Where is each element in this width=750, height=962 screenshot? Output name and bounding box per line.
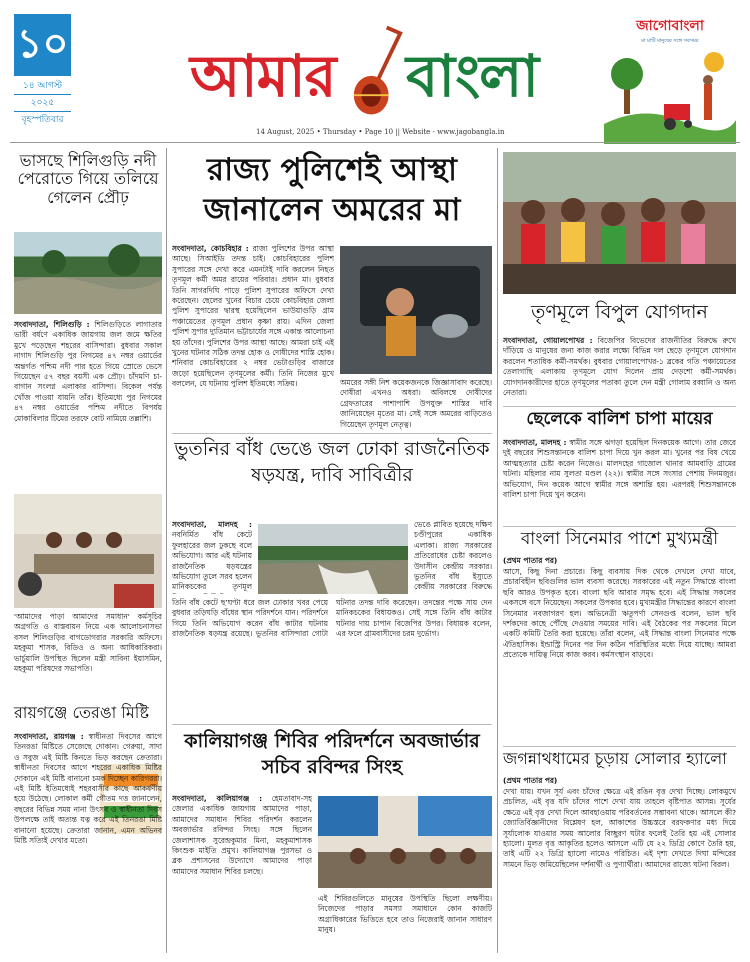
brand-block	[604, 14, 736, 144]
issue-date: ১৪ আগস্ট	[14, 78, 71, 95]
title-left: আমার	[190, 42, 336, 110]
center3-text: হেমতাবাদ-সহ জেলার একাধিক জায়গায় আমাদের পাড়া, আমাদের সমাধান শিবির পরিদর্শন করলেন অবজার্ভার রবিন্দর সিংহ। সঙ্গে ছিলেন জেলাশাসক সুরেন্দ্রকুমার মিনা, মহকুমাশাসক কিংশুক মাইতি প্রমুখ। কালিয়াগঞ্জ পুরসভা ও ব্লক প্রশাসনের উদ্যোগে আমাদের পাড়া আমাদের সমাধান শিবির চলছে।	[172, 794, 312, 876]
left1-text: শিলিগুড়িতে লাগাতার ভারী বর্ষণে একাধিক জায়গায় জল জমে ক্ষতির মুখে পড়েছেন শহরের বাসিন্দারা। বুধবার সকাল নাগাদ শিলিগুড়ি পুর নিগমের ৪৭ নম্বর ওয়ার্ডের অন্তর্গত পশ্চিম নদী পার হতে গিয়ে স্রোতে ভেসে গিয়েছেন ৫৭ বছর বয়সী এক প্রৌঢ়। চাঁদমণি চা-বাগান সংলগ্ন এলাকার বাসিন্দা। বিকেল পর্যন্ত খোঁজ পাওয়া যায়নি তাঁর। ইতিমধ্যে পুর নিগমের ৪৭ নম্বর ওয়ার্ডের পশ্চিম নদীতে বিপর্যয় মোকাবিলার টিমের তরফে বোট নামিয়ে তল্লাশি।	[14, 320, 162, 423]
center-rule-1	[172, 433, 492, 434]
right1-headline: তৃণমূলে বিপুল যোগদান	[531, 301, 708, 323]
left2-headline: রায়গঞ্জে তেরঙা মিষ্টি	[14, 703, 149, 722]
left-caption: 'আমাদের পাড়া আমাদের সমাধান' কর্মসূচির অগ্রগতি ও বাস্তবায়ন নিয়ে এক আলোচনাসভা বসল শিলিগুড়ির বাগডোগরার সরকারি অফিসে। মহকুমা শাসক, বিডিও ও অন্য আধিকারিকরা। ভার্চুয়ালি উপস্থিত ছিলেন মন্ত্রী সাবিনা ইয়াসমিন, মহকুমা পরিষদের সভাপতি।	[14, 612, 162, 674]
right2-byline: সংবাদদাতা, মালদহ :	[503, 438, 567, 447]
center2-body-a	[172, 520, 252, 594]
left1-body	[14, 320, 162, 488]
center3-byline: সংবাদদাতা, কালিয়াগঞ্জ :	[172, 794, 263, 803]
center1-text-left: রাজ্য পুলিশের উপর আস্থা আছে। সিআইডি তদন্ত চাই। কোচবিহারের পুলিশ সুপারের সঙ্গে দেখা করে এমনটাই দাবি করলেন নিহত তৃণমূল কর্মী অমর রায়ের পরিবার। প্রধান মা। বুধবার তিনি সাগরদিঘি পাড়ে পুলিশ সুপারের অফিসে দেখা করেছেন। ছেলের খুনের বিচার চেয়ে কোচবিহার জেলা পুলিশ সুপারের দ্বারস্থ হয়েছিলেন ভাউয়াগুড়ি গ্রাম পঞ্চায়েতের তৃণমূল প্রধান কৃষ্ণা রায়। এদিন জেলা পুলিশ সুপার দ্যুতিমান ভট্টাচার্যের সঙ্গে একান্ত আলোচনা হয় তাঁদের। পুলিশের উপর আস্থা আছে। আমরা চাই এই খুনের ঘটনার সঠিক তদন্ত হোক ও দোষীদের শাস্তি হোক। শনিবার কোচবিহারের ২ নম্বর ভেটাগুড়ির বাজারে জড়ো হয়েছিলেন তৃণমূলের কর্মী। তিনি নিজের মুখে বললেন, যে ঘটনায় পুলিশ ইতিমধ্যে সক্রিয়।	[172, 244, 334, 389]
left1-headline: ভাসছে শিলিগুড়ি নদী পেরোতে গিয়ে তলিয়ে গেলেন প্রৌঢ়	[17, 151, 159, 207]
center1-body-right: অমরের সঙ্গী নিশ কয়েকজনকে জিজ্ঞাসাবাদ করেছে। দোষীরা এখনও অধরা। অবিলম্বে দোষীদের গ্রেফতারের পাশাপাশি উপযুক্ত শাস্তির দাবি জানিয়েছেন মৃতের মা। সেই সঙ্গে অমরের বাড়িতেও গিয়েছেন তৃণমূল নেতৃত্ব।	[340, 378, 492, 429]
date-box	[14, 78, 71, 128]
left1-byline: সংবাদদাতা, শিলিগুড়ি :	[14, 320, 90, 329]
right3-body: আসে, কিছু দিনা প্রচারে। কিছু ব্যবসায় দিক থেকে দেখলে দেখা যাবে, প্রচারবিহীন ছবিগুলির ভাল ব্যবসা করেছে। সরকারের এই নতুন সিদ্ধান্তে বাংলা ছবি আরও উপকৃত হবে। বাংলা ছবি আবার সমৃদ্ধ হবে। এই সিদ্ধান্ত সকলের একসঙ্গে বসে নিয়েছেন। সকলের উপকার হবে। মুখ্যমন্ত্রীর সিদ্ধান্তের কারণে বাংলা সিনেমার নবজাগরণ হল। অভিনেত্রী ঋতুপর্ণা সেনগুপ্ত বলেন, ভাল ছবি দর্শকদের কাছে পৌঁছে দেওয়ার সময়ের দাবি। এই বৈঠকের পর সকলের মিলে একটি কমিটি তৈরি করা হয়েছে। তাঁরা বলেন, এই সিদ্ধান্ত বাংলা সিনেমার পক্ষে ঐতিহাসিক। ইন্ডাস্ট্রি দিনের পর দিন কঠিন পরিস্থিতির মধ্যে দিয়ে যাচ্ছে। আমরা প্রত্যেকে দায়িত্ব নিয়ে কাজ করব। কর্মসংস্থান বাড়বে।	[503, 567, 736, 660]
car-photo	[340, 246, 492, 374]
column-rule-left	[166, 148, 167, 953]
center-rule-2	[172, 724, 492, 725]
right4-headline: জগন্নাথধামের চূড়ায় সোলার হ্যালো	[503, 749, 727, 768]
center2-body-full: তিনি বাঁধ কেটে ছ’ঘণ্টা ধরে জল ঢোকার খবর পেয়ে বুধবার তড়িঘড়ি বাঁধের স্থান পরিদর্শনে যান। পরিদর্শনে গিয়ে তিনি অভিযোগ করেন বাঁধ কাটার ঘটনায় রাজনৈতিক ষড়যন্ত্র রয়েছে। ভুতনির বাসিন্দারা গোটা ঘটনার তদন্ত দাবি করেছেন। তদন্তের পক্ষে সায় দেন মানিকচকের বিধায়কও। সেই সঙ্গে তিনি বাঁধ কাটার ঘটনার দায় চাপান বিজেপির উপর। বিধায়ক বলেন, এর ফলে গ্রামবাসীদের চরম দুর্ভোগ।	[172, 598, 492, 639]
center2-text-a: নবনির্মিত বাঁধ কেটে ফুলহারের জল ঢুকছে বলে অভিযোগ। আর এই ঘটনায় রাজনৈতিক ষড়যন্ত্রের অভিযোগ তুলে সরব হলেন মানিকচকের তৃণমূল	[172, 530, 252, 592]
center2-body-b: ভেঙে প্লাবিত হয়েছে দক্ষিণ চণ্ডীপুরের একাধিক এলাকা। রাজ্য সরকারের প্রতিরোধের চেষ্টা করলেও উদাসীন কেন্দ্রীয় সরকার। ভুতনির বাঁধ ইস্যুতে কেন্দ্রীয় সরকারের বিরুদ্ধে	[414, 520, 492, 592]
brand-name: জাগোবাংলা	[636, 18, 704, 34]
flood-photo	[14, 232, 162, 314]
right2-text: স্বামীর সঙ্গে ঝগড়া হয়েছিল দিনকয়েক আগে। তার জেরে দুই বছরের শিশুসন্তানকে বালিশ চাপা দিয়ে খুন করল মা। খুনের পর বিষ খেয়ে আত্মহত্যার চেষ্টা করেন নিজেও। মালদহের গাজোল থানার আমবাড়ি গ্রামের ঘটনা। মহিলার নাম সুলতা মণ্ডল (২২)। স্বামীর সঙ্গে সংসার পেশায় দিনমজুর। অভিযোগ, দিন কয়েক আগে স্বামীর সঙ্গে অশান্তি হয়। এরপরই শিশুসন্তানকে বালিশ চাপা দিয়ে খুন করেন।	[503, 438, 736, 500]
right-rule-2	[503, 526, 736, 527]
ektara-logo-icon	[348, 22, 406, 122]
center1-headline: রাজ্য পুলিশেই আস্থা জানালেন অমরের মা	[203, 152, 461, 228]
masthead-rule	[10, 142, 740, 143]
center2-headline: ভুতনির বাঁধ ভেঙে জল ঢোকা রাজনৈতিক ষড়যন্ত্র, দাবি সাবিত্রীর	[174, 438, 490, 486]
right2-headline: ছেলেকে বালিশ চাপা মায়ের	[526, 409, 713, 429]
center3-body	[172, 794, 312, 956]
right1-text: বিজেপির বিভেদের রাজনীতির বিরুদ্ধে রুখে দাঁড়িয়ে ও মানুষের জন্য কাজ করার লক্ষ্যে বিভিন্ন দল ছেড়ে তৃণমূলে যোগদান করলেন শতাধিক কর্মী-সমর্থক। বুধবার গোয়ালপোখর-১ ব্লকের গতি পঞ্চায়েতের তেলাগাছি এলাকায় তৃণমূলে যোগ দিলেন প্রায় দেড়শো কর্মী-সমর্থক। যোগদানকারীদের হাতে তৃণমূলের পতাকা তুলে দেন মন্ত্রী গোলাম রব্বানি ও অন্য নেতারা।	[503, 336, 736, 398]
right3-subhead: (প্রথম পাতার পর)	[503, 556, 558, 565]
left2-text: স্বাধীনতা দিবসের আগে তিনরঙা মিষ্টিতে সেজেছে দোকান। গেরুয়া, সাদা ও সবুজ এই মিষ্টি কিনতে ভিড় করছেন ক্রেতারা। স্বাধীনতা দিবসের আগে শহরের একাধিক মিষ্টির দোকানে এই মিষ্টি বানানো চমক দিচ্ছেন কারিগররা। এই মিষ্টি ইতিমধ্যেই শহরবাসীর কাছে আকর্ষণীয় হয়ে উঠেছে। লোকাল কর্মী গৌতম দত্ত জানালেন, বছরের বিভিন্ন সময় নানা উৎসব ও স্বাধীনতা দিবস উপলক্ষে তাই অত্যন্ত যত্ন করে এই তিনরঙা মিষ্টি বানানো হয়েছে। ক্রেতারা জানান, এমন অভিনব মিষ্টি সত্যিই দেখার মতো।	[14, 732, 162, 846]
meeting-photo	[14, 494, 162, 608]
right1-body	[503, 336, 736, 402]
right4-subhead: (প্রথম পাতার পর)	[503, 776, 558, 785]
paper-title	[190, 22, 560, 122]
column-rule-right	[497, 148, 498, 953]
dateline: 14 August, 2025 • Thursday • Page 10 || Website - www.jagobangla.in	[256, 128, 505, 136]
right4-body: দেখা যায়। যখন সূর্য এবং চাঁদের ক্ষেত্রে এই রঙিন বৃত্ত দেখা দিচ্ছে। লোকমুখে প্রচলিত, এই বৃত্ত যদি চাঁদের পাশে দেখা যায় তাহলে বৃষ্টিপাত আসন্ন। সূর্যের ক্ষেত্রে এই বৃত্ত দেখা দিলে আবহাওয়ায় পরিবর্তনের সম্ভাবনা থাকে। আসলে কী? জ্যোতির্বিজ্ঞানীদের বিশ্লেষণ হল, আকাশের উচ্চস্তরে বরফকণার মধ্য দিয়ে সূর্যালোক যাওয়ার সময় আলোর বিচ্ছুরণ ঘটার ফলেই তৈরি হয় এই সোলার হ্যালো। মূলত বৃত্ত আকৃতির হলেও আসলে এটি যে ২২ ডিগ্রি কোণে তৈরি হয়, তাই এটি ২২ ডিগ্রি হ্যালো নামেও পরিচিত। এই দৃশ্য দেখতে দিঘা মন্দিরের সামনে ভিড় জমিয়েছিলেন দর্শনার্থী ও পুণ্যার্থীরা। আমাদের রাজ্যে ঘটনা বিরল।	[503, 787, 736, 869]
center3-body-right: এই শিবিরগুলিতে মানুষের উপস্থিতি ছিলো লক্ষণীয়। নিজেদের পাড়ার সমস্যা সমাধানে কোন কাজটি অগ্রাধিকারের ভিত্তিতে হবে তাও নিজেরাই জানান সাধারণ মানুষ।	[318, 894, 492, 935]
center1-body-left	[172, 244, 334, 428]
brand-tagline: মা মাটি মানুষের সঙ্গে সবসময়	[641, 38, 699, 44]
right2-body	[503, 438, 736, 522]
right1-byline: সংবাদদাতা, গোয়ালপোখর :	[503, 336, 593, 345]
issue-year: ২০২৫	[14, 95, 71, 112]
camp-photo	[318, 796, 492, 888]
center3-headline: কালিয়াগঞ্জ শিবির পরিদর্শনে অবজার্ভার সচিব রবিন্দর সিংহ	[184, 730, 480, 778]
left2-byline: সংবাদদাতা, রায়গঞ্জ :	[14, 732, 84, 741]
issue-weekday: বৃহস্পতিবার	[21, 115, 64, 125]
page-number-box	[14, 14, 71, 76]
crowd-photo	[503, 152, 736, 294]
title-right: বাংলা	[406, 42, 539, 110]
left2-body	[14, 732, 162, 956]
center2-byline: সংবাদদাতা, মালদহ :	[172, 520, 252, 529]
brand-illustration-icon	[604, 44, 736, 144]
right-rule-3	[503, 746, 736, 747]
page-number: ১০	[16, 21, 69, 67]
dam-photo	[258, 524, 408, 594]
right-rule-1	[503, 406, 736, 407]
center1-byline: সংবাদদাতা, কোচবিহার :	[172, 244, 249, 253]
right3-headline: বাংলা সিনেমার পাশে মুখ্যমন্ত্রী	[520, 529, 719, 549]
